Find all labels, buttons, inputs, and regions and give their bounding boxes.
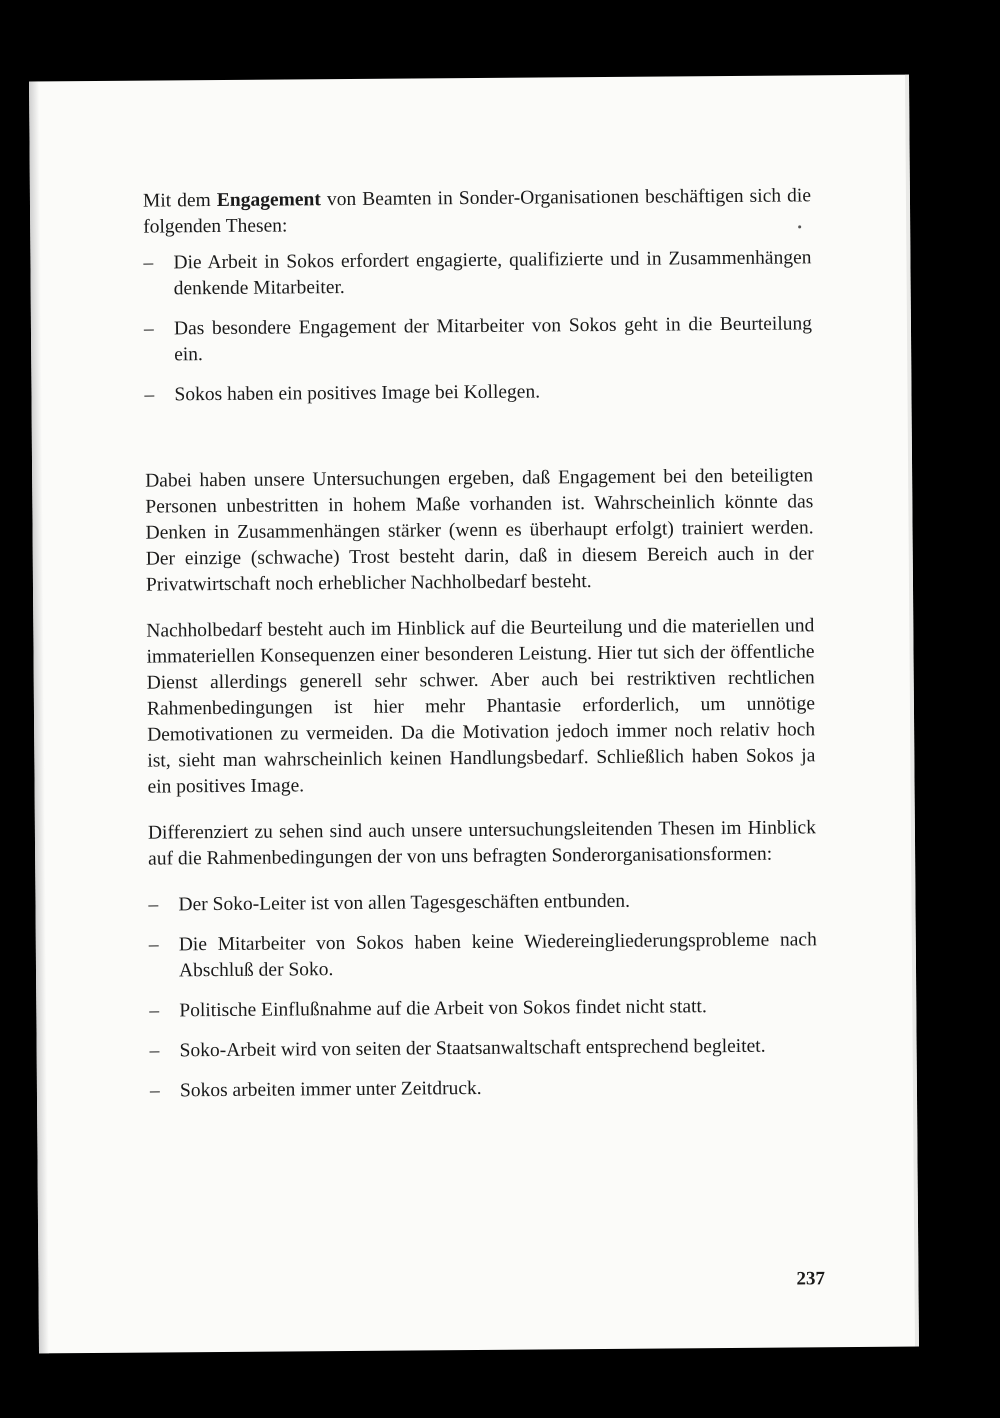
- dash-bullet: –: [143, 252, 154, 274]
- list-item-text: Sokos arbeiten immer unter Zeitdruck.: [179, 1077, 482, 1102]
- list-item: [148, 887, 816, 918]
- dash-bullet: –: [149, 1080, 160, 1102]
- dash-bullet: –: [149, 1000, 160, 1022]
- thesis-list-framework: [148, 887, 818, 1104]
- list-item: [150, 1073, 818, 1104]
- page-content: [143, 183, 818, 1118]
- dash-bullet: –: [148, 934, 159, 956]
- list-item: [149, 993, 817, 1024]
- intro-bold-term: Engagement: [216, 189, 321, 212]
- list-item-text: Die Arbeit in Sokos erfordert engagierte, qualifizierte und in Zusammenhängen denkende Mitarbeiter.: [173, 247, 812, 300]
- list-item-text: Soko-Arbeit wird von seiten der Staatsanwaltschaft entsprechend begleitet.: [179, 1035, 766, 1062]
- page-number: 237: [796, 1268, 826, 1290]
- list-item: [143, 245, 811, 302]
- list-item-text: Der Soko-Leiter ist von allen Tagesgeschäften entbunden.: [178, 890, 631, 916]
- list-item: [144, 311, 812, 368]
- thesis-list-engagement: [143, 245, 812, 408]
- dash-bullet: –: [143, 318, 154, 340]
- dash-bullet: –: [144, 384, 155, 406]
- list-item-text: Politische Einflußnahme auf die Arbeit von Sokos findet nicht statt.: [179, 996, 707, 1022]
- intro-paragraph: [143, 183, 811, 240]
- list-item: [149, 927, 817, 984]
- list-item: [150, 1033, 818, 1064]
- body-paragraph: Dabei haben unsere Untersuchungen ergeben, daß Engagement bei den beteiligten Personen unbestritten in hohem Maße vorhanden ist. Wahrscheinlich könnte das Denken in Zusammenhängen stärker (wenn es überhaupt erfolgt) trainiert werden. Der einzige (schwache) Trost besteht darin, daß in diesem Bereich auch in der Privatwirtschaft noch erheblicher Nachholbedarf besteht.: [145, 465, 814, 596]
- body-paragraph: Nachholbedarf besteht auch im Hinblick auf die Beurteilung und die materiellen und immateriellen Konsequenzen einer besonderen Leistung. Hier tut sich der öffentliche Dienst allerdings generell sehr schwer. Aber auch bei restriktiven rechtlichen Rahmenbedingungen ist hier mehr Phantasie erforderlich, um unnötige Demotivationen zu vermeiden. Da die Motivation jedoch immer noch relativ hoch ist, sieht man wahrscheinlich keinen Handlungsbedarf. Schließlich haben Sokos ja ein positives Image.: [146, 615, 816, 798]
- page-gutter-shadow: [29, 81, 49, 1353]
- dash-bullet: –: [148, 894, 159, 916]
- list-item-text: Die Mitarbeiter von Sokos haben keine Wiedereingliederungsprobleme nach Abschluß der Soko.: [178, 929, 817, 982]
- intro-text-after: von Beamten in Sonder-Organisationen beschäftigen sich die folgenden Thesen:: [143, 185, 812, 238]
- list-item: [144, 377, 812, 408]
- dash-bullet: –: [149, 1040, 160, 1062]
- book-page: [29, 75, 919, 1354]
- list-item-text: Sokos haben ein positives Image bei Kollegen.: [174, 381, 541, 406]
- intro-text-before: Mit dem: [142, 190, 217, 212]
- body-paragraph: Differenziert zu sehen sind auch unsere untersuchungsleitenden Thesen im Hinblick auf die Rahmenbedingungen der von uns befragten Sonderorganisationsformen:: [147, 817, 816, 870]
- page-edge: [905, 75, 919, 1347]
- list-item-text: Das besondere Engagement der Mitarbeiter von Sokos geht in die Beurteilung ein.: [173, 313, 813, 366]
